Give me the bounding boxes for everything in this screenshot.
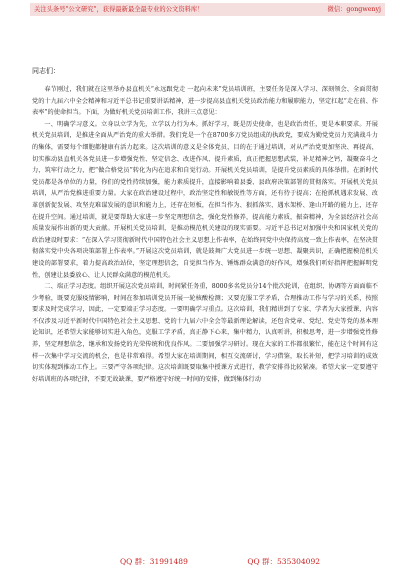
top-promo-banner	[30, 3, 385, 16]
banner-wechat-text: 微信：gongwenyj	[327, 6, 381, 13]
intro-paragraph: 春节刚过，我们就在这里举办县直机关“永远跟党走 一起向未来”党员培训班，主要任务是深入学习、深刻领会、全面贯彻党的十九届六中全会精神和习近平总书记重要讲话精神，进一步提高县直机关党员政治能力和履职能力，坚定扛起“走在前、作表率”的使命担当。下面，为做好机关党员培训工作，我讲三点意见：	[32, 86, 378, 117]
footer	[120, 556, 320, 567]
body-text	[32, 84, 378, 385]
footer-qq-group-2: QQ 群：535304092	[247, 557, 320, 566]
section-1-paragraph: 一、明确学习意义。立身以立学为先，立学以力行为本。抓好学习，既是历史使命，也是政治责任，更是本职要求。开展机关党员培训，是推进全面从严治党的重大举措。我们党是一个在8700多万党员组成的执政党，要成为勤党党员力充满战斗力的集体，需要每个细胞都健康有活力起来。这次培训的意义是全体党员，目的在于通过培训，对从严治党更加坚决、再提高，切实推动县直机关各党员进一步增强党性、坚定信念、改进作风、提升素质，真正把握思想武装，补足精神之钙，凝聚奋斗之力，筑牢行动之力，把“做合格党员”转化为内在追求和自觉行动。开展机关党员培训，是提升党员素质的具体举措。在新时代党员都是各单位的力量，你们的党性持续加强，能力素质提升，直接影响着县委、县政府决策部署的贯彻落实。开展机关党员培训，从严治党推进重要力量。大家在政治建设过程中，政治坚定性和敏锐性等方面，还有待于提高；在抢抓机遇求发展、改革创新促发展、攻坚克难谋发展的意识和能力上，还存在短板，在担当作为、狠抓落实、遇水架桥、逢山开路的能力上，还存在提升空间。通过培训，就是要帮助大家进一步坚定理想信念，强化党性修养，提高能力素质，振奋精神，为全县经济社会高质量发展作出新的更大贡献。开展机关党员培训，是推动模范机关建设的现实需要。习近平总书记对加强中央和国家机关党的政治建设时要求：“在深入学习贯彻新时代中国特色社会主义思想上作表率，在始终同党中央保持高度一致上作表率，在坚决贯彻落实党中央各项决策部署上作表率。”开展这次党员培训，就是鼓舞广大党员进一步统一思想、凝聚共识，正确把握模范机关建设的部署要求，着力提高政治站位，坚定理想信念，自觉担当作为、锤炼群众满意的好作风，增强我们听好指挥把握鲜明党性，创建让县委放心、让人民群众满意的模范机关。	[32, 120, 378, 279]
banner-promo-text: 关注头条号"公文研究"，获得最新最全最专业的公文资料库！	[34, 6, 204, 13]
section-2-paragraph: 二、端正学习态度。组织开展这次党员培训，时间紧任务重，8000多名党员分14个批次轮训，在组织、协调等方面面临不少考验，既要克服疫情影响，时间在参加培训党员开展一轮核酸检测；又要克服工学矛盾，合理推动工作与学习的关系，按照要求及时完成学习，因此，一定要端正学习态度。一要明确学习重点。这次培训，我们精讲到了专家、学者为大家授课，内容不仅涉及习近平新时代中国特色社会主义思想、党的十九届六中全会等最新理论解读，还包含党章、党纪、党史等党的基本理论知识，还希望大家能够切实进入角色，克服工学矛盾，真正静下心来，集中精力，认真听讲，积极思考，进一步增强党性修养，坚定理想信念，继承和发扬党的光荣传统和优良作风。二要加强学习研讨。现在大家的工作都很繁忙，能在这个时间有这样一次集中学习交流的机会，也是非常难得。希望大家在培训期间，相互交流研讨，学习借鉴，取长补短，把学习培训的成效切实体现到推动工作上。三要严守各项纪律。这次培训既要取集中授课方式进行，教学安排得比较紧凑。希望大家一定要遵守好培训班的各项纪律，不要无故缺课，要严格遵守好统一时间的安排，做到集体行动	[32, 283, 378, 383]
greeting: 同志们：	[32, 67, 60, 75]
footer-qq-group-1: QQ 群：31991489	[120, 557, 188, 566]
